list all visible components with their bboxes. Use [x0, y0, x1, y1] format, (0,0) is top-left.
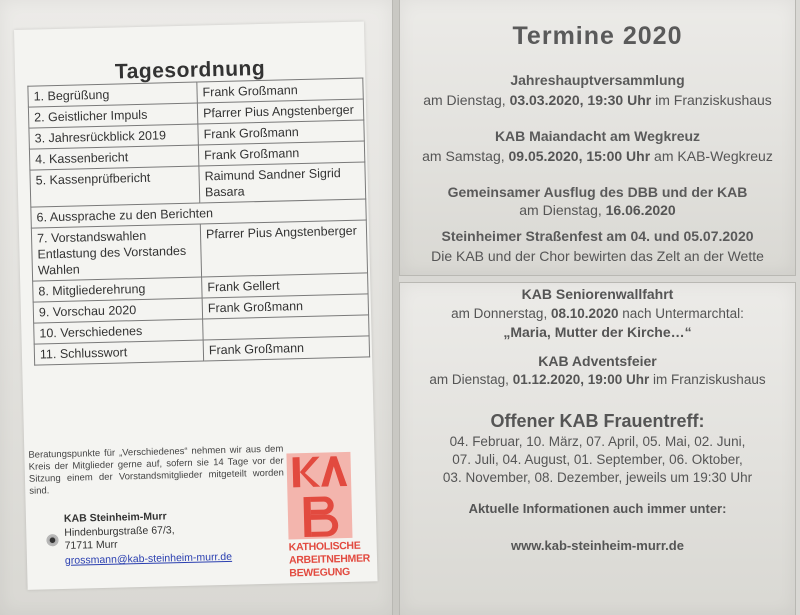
agenda-table	[27, 77, 370, 365]
advent-bold: 01.12.2020, 19:00 Uhr	[512, 372, 650, 387]
agenda-person: Raimund Sandner Sigrid Basara	[199, 162, 366, 203]
agenda-item: 4. Kassenbericht	[29, 145, 198, 170]
agenda-person: Frank Großmann	[202, 294, 368, 319]
agenda-item: 1. Begrüßung	[28, 82, 197, 107]
agenda-person: Frank Großmann	[203, 336, 369, 361]
meeting-dates-3: 03. November, 08. Dezember, jeweils um 19:30 Uhr	[442, 470, 753, 485]
pilgrimage-post: nach Untermarchtal:	[618, 306, 744, 321]
agenda-person: Frank Großmann	[197, 78, 363, 103]
agenda-person: Frank Gellert	[202, 273, 368, 298]
event-date	[400, 92, 795, 108]
agenda-item: 9. Vorschau 2020	[33, 298, 202, 323]
org-street: Hindenburgstraße 67/3,	[64, 524, 175, 539]
website-link[interactable]: www.kab-steinheim-murr.de	[511, 538, 684, 553]
event-post: am KAB-Wegkreuz	[650, 148, 773, 164]
advent-date	[400, 372, 795, 387]
agenda-person: Pfarrer Pius Angstenberger	[200, 220, 367, 277]
meeting-dates-2: 07. Juli, 04. August, 01. September, 06. Oktober,	[452, 452, 743, 467]
event-pre: am Dienstag,	[423, 92, 510, 108]
agenda-item: 3. Jahresrückblick 2019	[29, 124, 198, 149]
agenda-item: 10. Verschiedenes	[34, 319, 203, 344]
agenda-sheet	[14, 21, 378, 589]
pilgrimage-pre: am Donnerstag,	[451, 306, 551, 321]
event-date	[400, 202, 795, 218]
event-pre: am Samstag,	[422, 148, 509, 164]
left-notice-board	[0, 0, 392, 615]
agenda-row	[31, 220, 367, 281]
agenda-item: 7. Vorstandswahlen Entlastung des Vorstandes Wahlen	[31, 224, 201, 281]
agenda-item: 2. Geistlicher Impuls	[28, 103, 197, 128]
event-pre: Die KAB und der Chor bewirten das Zelt an der Wette	[431, 248, 764, 264]
event-pre: am Dienstag,	[519, 202, 606, 218]
advent-post: im Franziskushaus	[649, 372, 766, 387]
event-post: im Franziskushaus	[651, 92, 772, 108]
pilgrimage-date	[400, 306, 795, 321]
kab-letters-logo-icon	[286, 452, 352, 540]
logo-line-2: ARBEITNEHMER	[288, 552, 371, 567]
agenda-item: 8. Mitgliederehrung	[33, 277, 202, 302]
event-bold: 16.06.2020	[605, 202, 676, 218]
meeting-title: Offener KAB Frauentreff:	[490, 411, 705, 431]
agenda-notes: Beratungspunkte für „Verschiedenes“ nehmen wir aus dem Kreis der Mitglieder gerne auf, sofern sie 14 Tage vor der Sitzung einem der Vorstandsmitglieder mitgeteilt worden sind.	[28, 443, 285, 497]
agenda-item: 11. Schlusswort	[34, 340, 203, 365]
logo-line-1: KATHOLISCHE	[288, 539, 361, 554]
pilgrimage-bold: 08.10.2020	[550, 306, 619, 321]
agenda-item: 6. Aussprache zu den Berichten	[31, 199, 366, 228]
event-title: Jahreshauptversammlung	[510, 72, 685, 88]
dates-title: Termine 2020	[512, 22, 683, 50]
kab-logo	[286, 452, 371, 584]
advent-pre: am Dienstag,	[429, 372, 513, 387]
advent-title: KAB Adventsfeier	[538, 353, 657, 369]
pin-icon	[46, 534, 58, 546]
agenda-person: Frank Großmann	[198, 120, 364, 145]
logo-line-3: BEWEGUNG	[289, 565, 351, 580]
meeting-dates-1: 04. Februar, 10. März, 07. April, 05. Mai, 02. Juni,	[449, 434, 746, 449]
later-dates-board	[400, 283, 795, 615]
org-city: 71711 Murr	[64, 538, 118, 552]
event-title: Steinheimer Straßenfest am 04. und 05.07.2020	[441, 228, 754, 244]
agenda-title: Tagesordnung	[114, 56, 266, 84]
event-date	[400, 148, 795, 164]
org-name: KAB Steinheim-Murr	[63, 510, 167, 525]
agenda-person: Frank Großmann	[198, 141, 364, 166]
agenda-person: Pfarrer Pius Angstenberger	[197, 99, 363, 124]
board-seam	[393, 0, 399, 615]
event-bold: 09.05.2020, 15:00 Uhr	[508, 148, 651, 164]
event-date	[400, 248, 795, 264]
event-title: KAB Maiandacht am Wegkreuz	[494, 128, 701, 144]
event-bold: 03.03.2020, 19:30 Uhr	[509, 92, 652, 108]
agenda-item: 5. Kassenprüfbericht	[30, 166, 200, 207]
pilgrimage-motto: „Maria, Mutter der Kirche…“	[503, 324, 692, 340]
info-text: Aktuelle Informationen auch immer unter:	[468, 501, 727, 516]
dates-board	[400, 0, 795, 275]
org-email-link[interactable]: grossmann@kab-steinheim-murr.de	[64, 550, 233, 567]
event-title: Gemeinsamer Ausflug des DBB und der KAB	[447, 184, 748, 200]
pilgrimage-title: KAB Seniorenwallfahrt	[521, 286, 674, 302]
